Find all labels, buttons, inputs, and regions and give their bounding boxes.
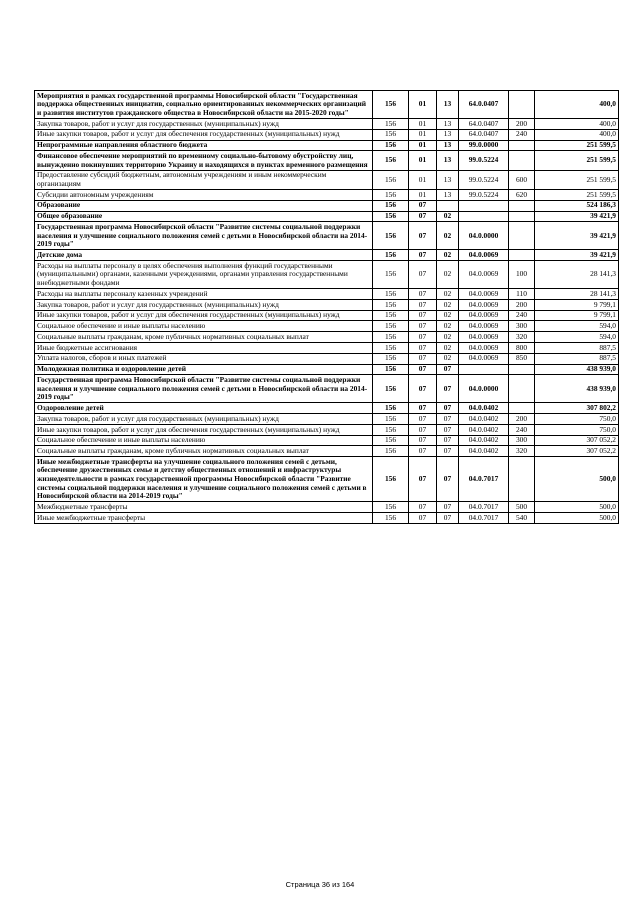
cell-department-code: 156 — [373, 502, 409, 513]
cell-section-code: 01 — [409, 118, 437, 129]
cell-amount: 28 141,3 — [535, 261, 619, 289]
cell-expense-type-code: 800 — [509, 343, 535, 354]
cell-subsection-code: 13 — [437, 170, 459, 189]
cell-amount: 500,0 — [535, 502, 619, 513]
cell-amount: 400,0 — [535, 118, 619, 129]
row-name: Мероприятия в рамках государственной программы Новосибирской области "Государственная поддержка общественных инициатив, социально ориентированных некоммерческих организаций и развития институтов гражданского общества в Новосибирской области на 2015-2020 годы" — [35, 91, 373, 119]
budget-table — [34, 90, 619, 524]
cell-amount: 524 186,3 — [535, 200, 619, 211]
table-row — [35, 435, 619, 446]
cell-section-code: 07 — [409, 435, 437, 446]
cell-subsection-code: 07 — [437, 457, 459, 502]
table-row — [35, 353, 619, 364]
cell-section-code: 07 — [409, 222, 437, 250]
row-name: Межбюджетные трансферты — [35, 502, 373, 513]
cell-department-code: 156 — [373, 200, 409, 211]
cell-target-article-code: 04.0.0069 — [459, 261, 509, 289]
cell-department-code: 156 — [373, 140, 409, 151]
row-name: Расходы на выплаты персоналу в целях обеспечения выполнения функций государственными (муниципальными) органами, казенными учреждениями, органами управления государственными внебюджетными фондами — [35, 261, 373, 289]
cell-subsection-code: 02 — [437, 211, 459, 222]
cell-target-article-code — [459, 211, 509, 222]
page-number: Страница 36 из 164 — [285, 880, 355, 889]
cell-target-article-code: 64.0.0407 — [459, 129, 509, 140]
cell-subsection-code: 02 — [437, 299, 459, 310]
cell-department-code: 156 — [373, 321, 409, 332]
cell-amount: 251 599,5 — [535, 140, 619, 151]
cell-target-article-code: 04.0.0402 — [459, 424, 509, 435]
table-row — [35, 424, 619, 435]
cell-target-article-code: 04.0.0069 — [459, 332, 509, 343]
cell-target-article-code: 04.0.7017 — [459, 457, 509, 502]
cell-expense-type-code — [509, 250, 535, 261]
row-name: Государственная программа Новосибирской области "Развитие системы социальной поддержки населения и улучшение социального положения семей с детьми в Новосибирской области на 2014-2019 годы" — [35, 222, 373, 250]
cell-subsection-code: 07 — [437, 403, 459, 414]
row-name: Социальные выплаты гражданам, кроме публичных нормативных социальных выплат — [35, 446, 373, 457]
cell-expense-type-code: 240 — [509, 129, 535, 140]
table-row — [35, 446, 619, 457]
cell-section-code: 07 — [409, 250, 437, 261]
cell-department-code: 156 — [373, 343, 409, 354]
cell-subsection-code: 02 — [437, 310, 459, 321]
table-row — [35, 289, 619, 300]
cell-amount: 887,5 — [535, 343, 619, 354]
row-name: Оздоровление детей — [35, 403, 373, 414]
cell-expense-type-code: 600 — [509, 170, 535, 189]
row-name: Государственная программа Новосибирской области "Развитие системы социальной поддержки населения и улучшение социального положения семей с детьми в Новосибирской области на 2014-2019 годы" — [35, 375, 373, 403]
cell-section-code: 07 — [409, 310, 437, 321]
cell-department-code: 156 — [373, 403, 409, 414]
cell-section-code: 07 — [409, 414, 437, 425]
cell-expense-type-code: 200 — [509, 414, 535, 425]
cell-subsection-code: 13 — [437, 129, 459, 140]
cell-target-article-code: 99.0.5224 — [459, 170, 509, 189]
cell-amount: 594,0 — [535, 332, 619, 343]
cell-section-code: 07 — [409, 343, 437, 354]
cell-amount: 750,0 — [535, 424, 619, 435]
table-row — [35, 332, 619, 343]
cell-expense-type-code — [509, 91, 535, 119]
cell-subsection-code — [437, 200, 459, 211]
table-row — [35, 118, 619, 129]
table-row — [35, 457, 619, 502]
cell-department-code: 156 — [373, 129, 409, 140]
cell-expense-type-code — [509, 151, 535, 170]
cell-expense-type-code: 850 — [509, 353, 535, 364]
row-name: Образование — [35, 200, 373, 211]
row-name: Закупка товаров, работ и услуг для государственных (муниципальных) нужд — [35, 414, 373, 425]
cell-section-code: 07 — [409, 211, 437, 222]
cell-department-code: 156 — [373, 299, 409, 310]
cell-subsection-code: 07 — [437, 414, 459, 425]
cell-target-article-code: 64.0.0407 — [459, 91, 509, 119]
cell-section-code: 07 — [409, 457, 437, 502]
table-row — [35, 140, 619, 151]
row-name: Социальные выплаты гражданам, кроме публичных нормативных социальных выплат — [35, 332, 373, 343]
cell-target-article-code: 04.0.7017 — [459, 502, 509, 513]
cell-amount: 9 799,1 — [535, 299, 619, 310]
row-name: Уплата налогов, сборов и иных платежей — [35, 353, 373, 364]
cell-subsection-code: 07 — [437, 364, 459, 375]
row-name: Социальное обеспечение и иные выплаты населению — [35, 435, 373, 446]
row-name: Общее образование — [35, 211, 373, 222]
cell-target-article-code — [459, 364, 509, 375]
table-row — [35, 250, 619, 261]
cell-department-code: 156 — [373, 222, 409, 250]
cell-target-article-code: 04.0.0069 — [459, 299, 509, 310]
cell-expense-type-code — [509, 200, 535, 211]
cell-expense-type-code: 620 — [509, 190, 535, 201]
cell-section-code: 07 — [409, 289, 437, 300]
cell-subsection-code: 07 — [437, 435, 459, 446]
cell-subsection-code: 07 — [437, 513, 459, 524]
cell-amount: 251 599,5 — [535, 151, 619, 170]
cell-target-article-code: 04.0.0000 — [459, 222, 509, 250]
row-name: Иные бюджетные ассигнования — [35, 343, 373, 354]
cell-target-article-code: 04.0.0000 — [459, 375, 509, 403]
table-row — [35, 364, 619, 375]
cell-department-code: 156 — [373, 211, 409, 222]
row-name: Субсидии автономным учреждениям — [35, 190, 373, 201]
cell-department-code: 156 — [373, 190, 409, 201]
cell-subsection-code: 02 — [437, 289, 459, 300]
cell-department-code: 156 — [373, 310, 409, 321]
cell-section-code: 01 — [409, 170, 437, 189]
cell-department-code: 156 — [373, 118, 409, 129]
cell-department-code: 156 — [373, 446, 409, 457]
cell-section-code: 01 — [409, 129, 437, 140]
table-row — [35, 502, 619, 513]
cell-expense-type-code — [509, 457, 535, 502]
table-row — [35, 343, 619, 354]
row-name: Расходы на выплаты персоналу казенных учреждений — [35, 289, 373, 300]
cell-department-code: 156 — [373, 332, 409, 343]
table-row — [35, 151, 619, 170]
cell-expense-type-code — [509, 222, 535, 250]
cell-amount: 594,0 — [535, 321, 619, 332]
row-name: Предоставление субсидий бюджетным, автономным учреждениям и иным некоммерческим организациям — [35, 170, 373, 189]
cell-expense-type-code — [509, 375, 535, 403]
cell-target-article-code: 04.0.0069 — [459, 343, 509, 354]
cell-amount: 750,0 — [535, 414, 619, 425]
table-row — [35, 310, 619, 321]
table-row — [35, 375, 619, 403]
cell-amount: 438 939,0 — [535, 375, 619, 403]
cell-amount: 400,0 — [535, 129, 619, 140]
table-row — [35, 299, 619, 310]
table-row — [35, 200, 619, 211]
cell-subsection-code: 02 — [437, 353, 459, 364]
cell-section-code: 01 — [409, 190, 437, 201]
cell-department-code: 156 — [373, 289, 409, 300]
cell-target-article-code: 99.0.5224 — [459, 190, 509, 201]
cell-department-code: 156 — [373, 364, 409, 375]
cell-amount: 28 141,3 — [535, 289, 619, 300]
cell-department-code: 156 — [373, 250, 409, 261]
cell-target-article-code: 04.0.0402 — [459, 446, 509, 457]
cell-target-article-code — [459, 200, 509, 211]
cell-amount: 307 052,2 — [535, 435, 619, 446]
cell-subsection-code: 07 — [437, 446, 459, 457]
cell-expense-type-code — [509, 211, 535, 222]
cell-department-code: 156 — [373, 170, 409, 189]
cell-expense-type-code: 110 — [509, 289, 535, 300]
cell-section-code: 07 — [409, 513, 437, 524]
cell-section-code: 07 — [409, 332, 437, 343]
row-name: Иные межбюджетные трансферты — [35, 513, 373, 524]
cell-section-code: 07 — [409, 375, 437, 403]
cell-amount: 9 799,1 — [535, 310, 619, 321]
cell-amount: 39 421,9 — [535, 211, 619, 222]
table-row — [35, 513, 619, 524]
row-name: Иные закупки товаров, работ и услуг для обеспечения государственных (муниципальных) нужд — [35, 129, 373, 140]
cell-section-code: 07 — [409, 261, 437, 289]
cell-subsection-code: 02 — [437, 261, 459, 289]
cell-section-code: 01 — [409, 151, 437, 170]
table-row — [35, 414, 619, 425]
cell-expense-type-code: 300 — [509, 321, 535, 332]
table-row — [35, 170, 619, 189]
cell-subsection-code: 07 — [437, 424, 459, 435]
cell-target-article-code: 04.0.0069 — [459, 250, 509, 261]
cell-section-code: 01 — [409, 91, 437, 119]
cell-amount: 400,0 — [535, 91, 619, 119]
cell-expense-type-code: 240 — [509, 310, 535, 321]
table-row — [35, 91, 619, 119]
cell-department-code: 156 — [373, 457, 409, 502]
row-name: Иные межбюджетные трансферты на улучшение социального положения семей с детьми, обеспечение дружественных семье и детству общественных отношений и инфраструктуры жизнедеятельности в рамках государственной программы Новосибирской области "Развитие системы социальной поддержки населения и улучшение социального положения семей с детьми в Новосибирской области на 2014-2019 годы" — [35, 457, 373, 502]
cell-expense-type-code — [509, 364, 535, 375]
cell-department-code: 156 — [373, 261, 409, 289]
cell-expense-type-code: 200 — [509, 118, 535, 129]
cell-subsection-code: 07 — [437, 375, 459, 403]
cell-section-code: 07 — [409, 299, 437, 310]
cell-department-code: 156 — [373, 91, 409, 119]
cell-target-article-code: 04.0.0069 — [459, 310, 509, 321]
cell-expense-type-code: 200 — [509, 299, 535, 310]
cell-expense-type-code — [509, 403, 535, 414]
cell-subsection-code: 13 — [437, 118, 459, 129]
cell-amount: 307 802,2 — [535, 403, 619, 414]
cell-section-code: 07 — [409, 364, 437, 375]
cell-target-article-code: 04.0.7017 — [459, 513, 509, 524]
cell-section-code: 07 — [409, 353, 437, 364]
table-row — [35, 222, 619, 250]
cell-section-code: 07 — [409, 424, 437, 435]
row-name: Социальное обеспечение и иные выплаты населению — [35, 321, 373, 332]
cell-amount: 307 052,2 — [535, 446, 619, 457]
cell-expense-type-code: 540 — [509, 513, 535, 524]
row-name: Молодежная политика и оздоровление детей — [35, 364, 373, 375]
cell-department-code: 156 — [373, 513, 409, 524]
row-name: Иные закупки товаров, работ и услуг для обеспечения государственных (муниципальных) нужд — [35, 310, 373, 321]
cell-section-code: 07 — [409, 446, 437, 457]
cell-department-code: 156 — [373, 435, 409, 446]
cell-subsection-code: 02 — [437, 321, 459, 332]
cell-target-article-code: 04.0.0402 — [459, 435, 509, 446]
cell-department-code: 156 — [373, 151, 409, 170]
cell-expense-type-code: 240 — [509, 424, 535, 435]
cell-subsection-code: 07 — [437, 502, 459, 513]
cell-amount: 251 599,5 — [535, 170, 619, 189]
cell-section-code: 07 — [409, 403, 437, 414]
row-name: Финансовое обеспечение мероприятий по временному социально-бытовому обустройству лиц, вынужденно покинувших территорию Украину и находящихся в пунктах временного размещения — [35, 151, 373, 170]
cell-expense-type-code: 500 — [509, 502, 535, 513]
table-row — [35, 321, 619, 332]
cell-subsection-code: 02 — [437, 250, 459, 261]
cell-amount: 39 421,9 — [535, 222, 619, 250]
cell-subsection-code: 02 — [437, 332, 459, 343]
cell-subsection-code: 13 — [437, 91, 459, 119]
table-row — [35, 129, 619, 140]
row-name: Иные закупки товаров, работ и услуг для обеспечения государственных (муниципальных) нужд — [35, 424, 373, 435]
cell-target-article-code: 99.0.5224 — [459, 151, 509, 170]
cell-expense-type-code: 100 — [509, 261, 535, 289]
cell-amount: 251 599,5 — [535, 190, 619, 201]
cell-target-article-code: 04.0.0402 — [459, 414, 509, 425]
cell-expense-type-code: 300 — [509, 435, 535, 446]
cell-target-article-code: 64.0.0407 — [459, 118, 509, 129]
row-name: Закупка товаров, работ и услуг для государственных (муниципальных) нужд — [35, 118, 373, 129]
cell-amount: 39 421,9 — [535, 250, 619, 261]
cell-amount: 500,0 — [535, 457, 619, 502]
row-name: Закупка товаров, работ и услуг для государственных (муниципальных) нужд — [35, 299, 373, 310]
cell-department-code: 156 — [373, 414, 409, 425]
cell-subsection-code: 02 — [437, 222, 459, 250]
cell-target-article-code: 04.0.0069 — [459, 289, 509, 300]
cell-amount: 500,0 — [535, 513, 619, 524]
cell-department-code: 156 — [373, 424, 409, 435]
cell-target-article-code: 04.0.0069 — [459, 321, 509, 332]
cell-subsection-code: 13 — [437, 140, 459, 151]
cell-expense-type-code: 320 — [509, 446, 535, 457]
cell-target-article-code: 04.0.0402 — [459, 403, 509, 414]
cell-amount: 887,5 — [535, 353, 619, 364]
cell-subsection-code: 13 — [437, 190, 459, 201]
budget-table-body — [35, 91, 619, 524]
cell-section-code: 07 — [409, 502, 437, 513]
table-row — [35, 403, 619, 414]
cell-section-code: 07 — [409, 200, 437, 211]
cell-target-article-code: 04.0.0069 — [459, 353, 509, 364]
row-name: Детские дома — [35, 250, 373, 261]
cell-expense-type-code: 320 — [509, 332, 535, 343]
cell-subsection-code: 13 — [437, 151, 459, 170]
table-row — [35, 261, 619, 289]
row-name: Непрограммные направления областного бюджета — [35, 140, 373, 151]
table-row — [35, 190, 619, 201]
cell-section-code: 07 — [409, 321, 437, 332]
cell-subsection-code: 02 — [437, 343, 459, 354]
table-row — [35, 211, 619, 222]
cell-department-code: 156 — [373, 353, 409, 364]
cell-expense-type-code — [509, 140, 535, 151]
cell-target-article-code: 99.0.0000 — [459, 140, 509, 151]
cell-amount: 438 939,0 — [535, 364, 619, 375]
cell-section-code: 01 — [409, 140, 437, 151]
cell-department-code: 156 — [373, 375, 409, 403]
